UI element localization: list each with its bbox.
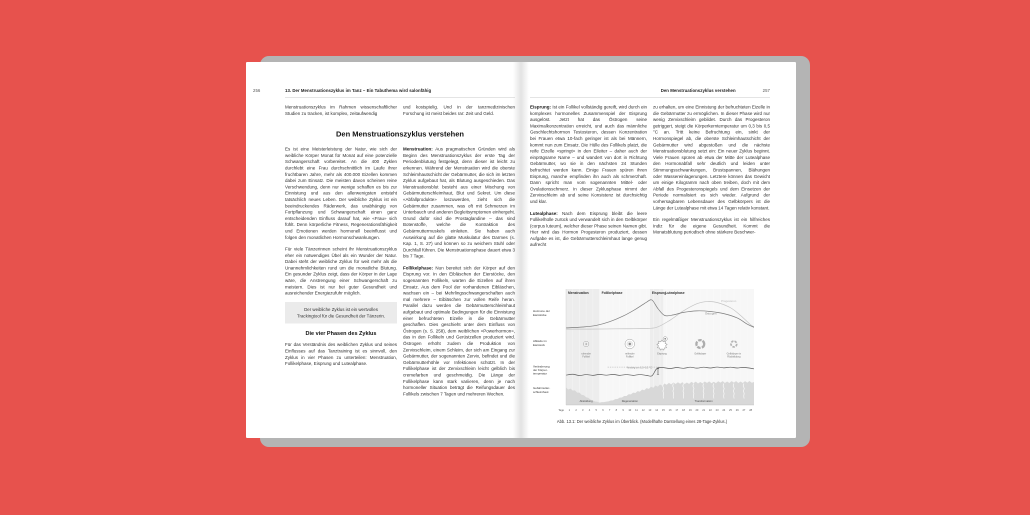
svg-text:Gelbkörper in: Gelbkörper in	[726, 352, 742, 356]
svg-text:Gebärmutter-schleimhaut: Gebärmutter-schleimhaut	[533, 386, 551, 394]
cycle-figure	[530, 287, 754, 424]
svg-text:19: 19	[688, 409, 692, 413]
lead-lutealphase: Lutealphase:	[530, 210, 558, 216]
lead-follikelphase: Follikelphase:	[403, 265, 434, 271]
svg-text:Follikel: Follikel	[582, 355, 590, 359]
lead-eisprung: Eisprung:	[530, 104, 551, 110]
svg-text:Rückbildung: Rückbildung	[727, 355, 741, 359]
svg-text:Veränderungder Körper-temperat: Veränderung der Körper-temperatur	[533, 364, 550, 376]
right-column-1	[530, 104, 647, 283]
svg-text:11: 11	[635, 409, 638, 413]
svg-text:Follikelphase: Follikelphase	[601, 290, 623, 295]
cycle-figure-svg	[530, 287, 754, 417]
svg-text:Progesteron: Progesteron	[721, 299, 737, 304]
svg-text:Gelbkörper: Gelbkörper	[694, 352, 707, 356]
svg-text:14: 14	[655, 409, 659, 413]
right-running-title: Den Menstruationszyklus verstehen	[660, 88, 736, 93]
svg-text:17: 17	[675, 409, 679, 413]
carryover-col2: und kostspielig. Und in der tanzmedizinischen Forschung ist meist beides rar: Zeit und Geld.	[403, 104, 515, 116]
paragraph: zu erhalten, um eine Einnistung der befruchteten Eizelle in die Gebärmutter zu ermöglichen. In dieser Phase wird nur wenig Zervixschleim gebildet. Durch das Progesteron getriggert, steigt die Körperkerntemperatur um 0,3 bis 0,5 °C an. Tritt keine Befruchtung ein, sinkt der Hormonspiegel ab, die oberste Schleimhautschicht der Gebärmutter wird abgestoßen und die nächste Menstruationsblutung setzt ein: Ein neuer Zyklus beginnt. Viele Frauen spüren ab etwa der Mitte der Lutealphase den Hormonabfall sehr deutlich und leiden unter Stimmungsschwankungen, Brustspannen, Blähungen oder Wassereinlagerungen. Letztere können das Gewicht um einige Kilogramm nach oben treiben, doch mit dem Abfall des Progesteronspiegels und dem Einsetzen der Periode normalisiert es sich wieder. Aufgrund der vorhersagbaren Lebensdauer des Gelbkörpers ist die Länge der Lutealphase mit etwa 14 Tagen relativ konstant.	[653, 104, 770, 211]
svg-text:27: 27	[742, 409, 746, 413]
info-box: Der weibliche Zyklus ist ein wertvolles Trackingtool für die Gesundheit der Tänzerin.	[285, 302, 397, 324]
svg-text:24: 24	[722, 409, 726, 413]
svg-text:1: 1	[568, 409, 571, 413]
svg-text:Eisprung: Eisprung	[651, 290, 667, 295]
left-page	[246, 62, 521, 438]
left-running-header	[253, 88, 515, 98]
svg-text:22: 22	[708, 409, 712, 413]
svg-text:16: 16	[668, 409, 672, 413]
text-lutealphase: Nach dem Eisprung bleibt die leere Follikelhülle zurück und verwandelt sich in den Gelbkörper (corpus luteum), welcher dieser Phase seinen Namen gibt. Hier wird das Hormon Progesteron produziert, dessen Aufgabe es ist, die Gebärmutterschleimhaut lange genug aufrecht	[530, 210, 647, 248]
paragraph: Es ist eine Meisterleistung der Natur, wie sich der weibliche Körper Monat für Monat auf eine potenzielle Schwangerschaft vorbereitet. An die 400 Zyklen durchlebt eine Frau durchschnittlich im Laufe ihrer fruchtbaren Jahre, mehr als 400.000 Eizellen kommen dabei zum Einsatz. Die meisten davon scheinen reine Verschwendung, denn nur wenige schaffen es bis zur Einnistung und aus den allerwenigsten entsteht tatsächlich neues Leben. Der weibliche Zyklus ist ein beeindruckendes Räderwerk, das unabhängig von Fortpflanzung und Schwangerschaft einen ganz entscheidenden Einfluss darauf hat, wie «Frau» sich fühlt. Denn körperliche Fitness, Regenerationsfähigkeit und Emotionen werden hormonell beeinflusst und folgen den monatlichen Hormonschwankungen.	[285, 146, 397, 240]
book-spread	[246, 62, 796, 438]
text-eisprung: Ist ein Follikel vollständig gereift, wird durch ein komplexes hormonelles Zusammenspiel der Eisprung ausgelöst. Jetzt hat das Östrogen seine Maximalkonzentration erreicht, und auch das männliche Geschlechtshormon Testosteron, dessen Konzentration bei Frauen etwa 10-fach geringer ist als bei Männern, kommt nun zum Einsatz. Die Hülle des Follikels platzt, die reife Eizelle «springt» in den Eileiter – daher auch der einprägsame Name – und wandert von dort in Richtung Gebärmutter, wo sie in den nächsten 24 Stunden befruchtet werden kann. Einige Frauen spüren ihren Eisprung, manche empfinden ihn auch als schmerzhaft. Dann spricht man vom sogenannten Mittel- oder Ovulationsschmerz. In dieser Zyklusphase nimmt der Zervixschleim ab und seine Konsistenz ist durchsichtig und klar.	[530, 104, 647, 204]
right-column-2	[653, 104, 770, 283]
paragraph-follikelphase	[403, 265, 515, 397]
carryover-col1: Menstruationszyklus im Rahmen wissenschaftlicher Studien zu tracken, ist komplex, zeitaufwendig	[285, 104, 397, 116]
row-labels	[533, 309, 550, 394]
left-body-columns	[285, 146, 515, 403]
svg-text:23: 23	[715, 409, 719, 413]
paragraph-menstruation	[403, 146, 515, 259]
svg-text:Menstruation: Menstruation	[568, 290, 589, 295]
svg-text:Lutealphase: Lutealphase	[665, 290, 685, 295]
left-page-number: 256	[253, 88, 261, 93]
left-column-1	[285, 146, 397, 403]
svg-text:2: 2	[575, 409, 577, 413]
svg-text:9: 9	[622, 409, 624, 413]
svg-text:ruhender: ruhender	[581, 352, 591, 356]
svg-text:3: 3	[582, 409, 584, 413]
svg-text:5: 5	[595, 409, 597, 413]
svg-text:Transformation: Transformation	[694, 399, 713, 403]
svg-text:25: 25	[729, 409, 732, 413]
left-column-2	[403, 146, 515, 403]
paragraph: Für viele Tänzerinnen scheint ihr Menstruationszyklus eher ein notwendiges Übel als ein Wunder der Natur. Dabei steht der weibliche Zyklus für weit mehr als die Unannehmlichkeiten rund um die monatliche Blutung. Ein gesunder Zyklus zeigt, dass der Körper in der Lage wäre, die Anstrengung einer Schwangerschaft zu meistern. Dies ist nur bei guter Gesundheit und ausreichender Energiezufuhr möglich.	[285, 246, 397, 296]
left-running-title: 13. Der Menstruationszyklus im Tanz – Ein Tabuthema wird salonfähig	[285, 88, 432, 93]
right-page	[521, 62, 796, 438]
svg-text:28: 28	[749, 409, 753, 413]
svg-text:8: 8	[615, 409, 618, 413]
figure-caption: Abb. 13.1: Der weibliche Zyklus im Überblick. (Modellhafte Darstellung eines 28-Tage-Zyklus.)	[556, 419, 728, 424]
right-body-columns	[530, 104, 770, 283]
subheading-four-phases: Die vier Phasen des Zyklus	[305, 330, 377, 337]
svg-text:20: 20	[695, 409, 699, 413]
svg-text:Follikel: Follikel	[626, 355, 634, 359]
text-follikelphase: Nun bereitet sich der Körper auf den Eisprung vor. In den Eibläschen der Eierstöcke, den sogenannten Follikeln, warten die Eizellen auf ihren Einsatz. Aus dem Pool der vorhandenen Eibläschen, wachsen ein – bei Mehrlingsschwangerschaften auch mal mehrere – Eibläschen zur vollen Reife heran. Parallel dazu werden die Gebärmutterschleimhaut aufgebaut und optimale Bedingungen für die Einnistung einer befruchteten Eizelle in die Gebärmutter geschaffen. Dies geschieht unter dem Einfluss von Östrogen (s. S. 258), dem weiblichen «Powerhormon», das in den Follikeln und Gerüstzellen produziert wird. Östrogen erhöht zudem die Produktion von Zervixschleim, einem Schleim, der sich am Eingang zur Gebärmutter, der sogenannten Zervix, befindet und die Gebärmutterhöhle vor Infektionen schützt. In der Follikelphase ist der Zervixschleim leicht gelblich bis cremefarben und geschmeidig. Die Länge der Follikelphase kann stark variieren, denn je nach hormoneller Situation beträgt die Reifungsdauer des Follikels zwischen 7 Tagen und mehreren Wochen.	[403, 265, 515, 397]
section-heading: Den Menstruationszyklus verstehen	[336, 130, 464, 139]
paragraph: Ein regelmäßiger Menstruationszyklus ist ein hilfreiches Indiz für die eigene Gesundheit. Kommt die Monatsblutung periodisch ohne stärkere Beschwer-	[653, 217, 770, 235]
svg-text:4: 4	[588, 409, 591, 413]
svg-text:7: 7	[608, 409, 611, 413]
svg-text:15: 15	[661, 409, 665, 413]
svg-text:Hormone derEierstöcke: Hormone der Eierstöcke	[533, 309, 550, 317]
svg-text:reifender: reifender	[625, 352, 635, 356]
svg-text:18: 18	[682, 409, 685, 413]
svg-text:13: 13	[648, 409, 652, 413]
svg-text:Anstieg um 0,3–0,5 °C: Anstieg um 0,3–0,5 °C	[626, 366, 652, 370]
right-page-number: 257	[762, 88, 770, 93]
svg-text:Eisprung: Eisprung	[657, 352, 667, 356]
svg-text:26: 26	[735, 409, 739, 413]
paragraph-lutealphase	[530, 210, 647, 248]
svg-text:Östrogen: Östrogen	[704, 311, 717, 316]
svg-text:21: 21	[702, 409, 706, 413]
svg-text:Abstoßung: Abstoßung	[579, 399, 593, 403]
carryover-row	[285, 104, 515, 122]
right-running-header	[530, 88, 770, 98]
svg-text:Tage: Tage	[558, 409, 564, 413]
lead-menstruation: Menstruation:	[403, 146, 433, 152]
svg-text:12: 12	[641, 409, 645, 413]
svg-text:10: 10	[628, 409, 632, 413]
paragraph-eisprung	[530, 104, 647, 205]
svg-text:Abläufe imEierstock: Abläufe im Eierstock	[533, 339, 547, 347]
svg-text:6: 6	[602, 409, 604, 413]
text-menstruation: Aus pragmatischen Gründen wird als Beginn des Menstruationszyklus der erste Tag der Periodenblutung festgelegt, denn dieser ist leicht zu erkennen. Während der Menstruation wird die oberste Schleimhautschicht der Gebärmutter, die sich im letzten Zyklus aufgebaut hat, als Blutung ausgeschieden. Das Menstruationsblut besteht aus einer Mischung von Gebärmutterschleimhaut, Blut und Sekret. Um diese «Abfallprodukte» loszuwerden, zieht sich die Gebärmutter zusammen, was oft mit Schmerzen im Unterbauch und anderen Begleitsymptomen einhergeht. Grund dafür sind die Prostaglandine – das sind Botenstoffe, welche die Kontraktion des Gebärmuttermuskels einleiten. Sie haben auch Auswirkung auf die glatte Muskulatur des Darmes (s. Kap. 1, S. 27) und können so zu weichem Stuhl oder Durchfall führen. Die Menstruationsphase dauert etwa 3 bis 7 Tage.	[403, 146, 515, 259]
paragraph: Für das Verständnis des weiblichen Zyklus und seines Einflusses auf das Tanztraining ist es sinnvoll, den Zyklus in vier Phasen zu unterteilen: Menstruation, Follikelphase, Eisprung und Lutealphase.	[285, 342, 397, 367]
svg-text:Regeneration: Regeneration	[621, 399, 638, 403]
